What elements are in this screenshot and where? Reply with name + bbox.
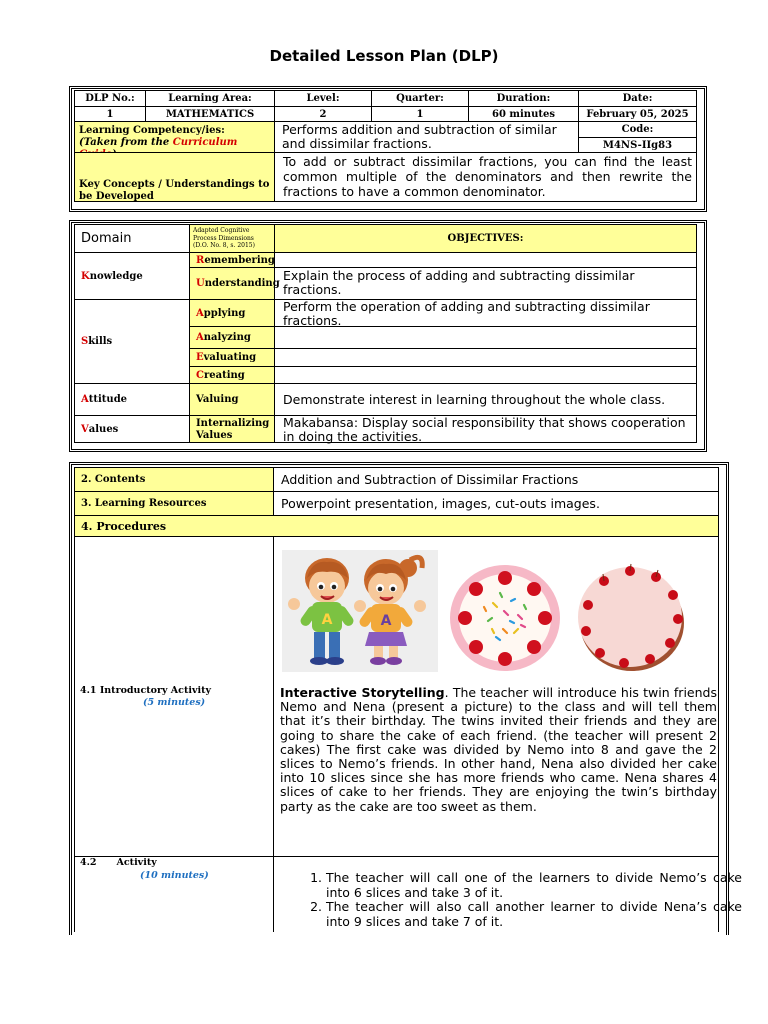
dim-internalizing: Internalizing Values — [189, 415, 275, 443]
domain-skills: S kills — [74, 299, 190, 384]
intro-content-cell — [273, 536, 719, 857]
intro-label: 4.1 Introductory Activity — [80, 685, 211, 696]
obj-analyzing — [274, 326, 697, 349]
dim-applying: A pplying — [189, 299, 275, 327]
learning-area-label: Learning Area: — [145, 90, 275, 107]
duration-label: Duration: — [468, 90, 579, 107]
duration-value: 60 minutes — [468, 106, 579, 122]
date-value: February 05, 2025 — [578, 106, 697, 122]
dim-remembering: R emembering — [189, 252, 275, 268]
page-title: Detailed Lesson Plan (DLP) — [269, 47, 499, 65]
cake-eight-slices — [448, 563, 562, 673]
activity-steps — [302, 871, 742, 929]
dimensions-label: Adapted Cognitive Process Dimensions (D.O. No. 8, s. 2015) — [189, 224, 275, 253]
date-label: Date: — [578, 90, 697, 107]
activity-step: 2. The teacher will also call another learner to divide Nena’s cake into 9 slices and take 7 of it. — [326, 900, 742, 929]
activity-step: 1. The teacher will call one of the learners to divide Nemo’s cake into 6 slices and take 3 of it. — [326, 871, 742, 900]
intro-story: Interactive Storytelling. The teacher will introduce his twin friends Nemo and Nena (present a picture) to the class and will tell them that it’s their birthday. The twins invited their friends and they are going to share the cake of each friend. (the teacher will present 2 cakes) The first cake was divided by Nemo into 8 and gave the 2 slices to Nemo’s friends. In other hand, Nena also divided her cake into 10 slices since she has more friends who came. Nena shares 4 slices of cake to her friends. They are enjoying the twin’s birthday party as the cake are too sweet as them. — [280, 685, 717, 814]
cake-ten-slices — [574, 559, 690, 675]
obj-remembering — [274, 252, 697, 268]
activity-content-cell — [273, 856, 742, 932]
obj-creating — [274, 366, 697, 384]
twins-picture — [282, 550, 438, 672]
level-label: Level: — [274, 90, 372, 107]
activity-minutes: (10 minutes) — [140, 870, 209, 881]
dim-understanding: U nderstanding — [189, 267, 275, 300]
svg-text:A: A — [380, 613, 392, 629]
competency-label-cell — [74, 121, 275, 153]
quarter-value: 1 — [371, 106, 469, 122]
resources-text: Powerpoint presentation, images, cut-outs images. — [273, 491, 719, 516]
contents-label: 2. Contents — [74, 467, 274, 492]
learning-area-value: MATHEMATICS — [145, 106, 275, 122]
code-value: M4NS-IIg83 — [578, 137, 697, 153]
competency-note: (Taken from the Curriculum — [79, 137, 270, 161]
level-value: 2 — [274, 106, 372, 122]
domain-knowledge: K nowledge — [74, 252, 190, 300]
domain-attitude: A ttitude — [74, 383, 190, 416]
competency-label: Learning Competency/ies: — [79, 125, 225, 136]
domain-values: V alues — [74, 415, 190, 443]
activity-label: 4.2 Activity — [80, 857, 157, 868]
intro-minutes: (5 minutes) — [143, 697, 206, 708]
intro-lead: Interactive Storytelling — [280, 685, 445, 700]
objectives-label: OBJECTIVES: — [274, 224, 697, 253]
key-concepts-label: Key Concepts / Understandings to be Developed — [74, 152, 275, 202]
procedures-label: 4. Procedures — [74, 515, 719, 537]
dim-analyzing: A nalyzing — [189, 326, 275, 349]
resources-label: 3. Learning Resources — [74, 491, 274, 516]
code-label: Code: — [578, 121, 697, 138]
dlp-no-value: 1 — [74, 106, 146, 122]
obj-evaluating — [274, 348, 697, 367]
competency-text: Performs addition and subtraction of similar and dissimilar fractions. — [274, 121, 579, 153]
activity-label-cell — [74, 856, 274, 932]
dlp-no-label: DLP No.: — [74, 90, 146, 107]
obj-internalizing: Makabansa: Display social responsibility that shows cooperation in doing the activities. — [274, 415, 697, 443]
quarter-label: Quarter: — [371, 90, 469, 107]
intro-label-cell — [74, 536, 274, 857]
domain-label: Domain — [74, 224, 190, 253]
curriculum-guide-link: Curriculum — [172, 137, 238, 148]
obj-applying: Perform the operation of adding and subtracting dissimilar fractions. — [274, 299, 697, 327]
dim-creating: C reating — [189, 366, 275, 384]
key-concepts-text: To add or subtract dissimilar fractions, you can find the least common multiple of the denominators and then rewrite the fractions to have a common denominator. — [274, 152, 697, 202]
dim-valuing: Valuing — [189, 383, 275, 416]
dim-evaluating: E valuating — [189, 348, 275, 367]
contents-text: Addition and Subtraction of Dissimilar Fractions — [273, 467, 719, 492]
obj-valuing: Demonstrate interest in learning throughout the whole class. — [274, 383, 697, 416]
obj-understanding: Explain the process of adding and subtracting dissimilar fractions. — [274, 267, 697, 300]
svg-text:A: A — [321, 612, 333, 628]
